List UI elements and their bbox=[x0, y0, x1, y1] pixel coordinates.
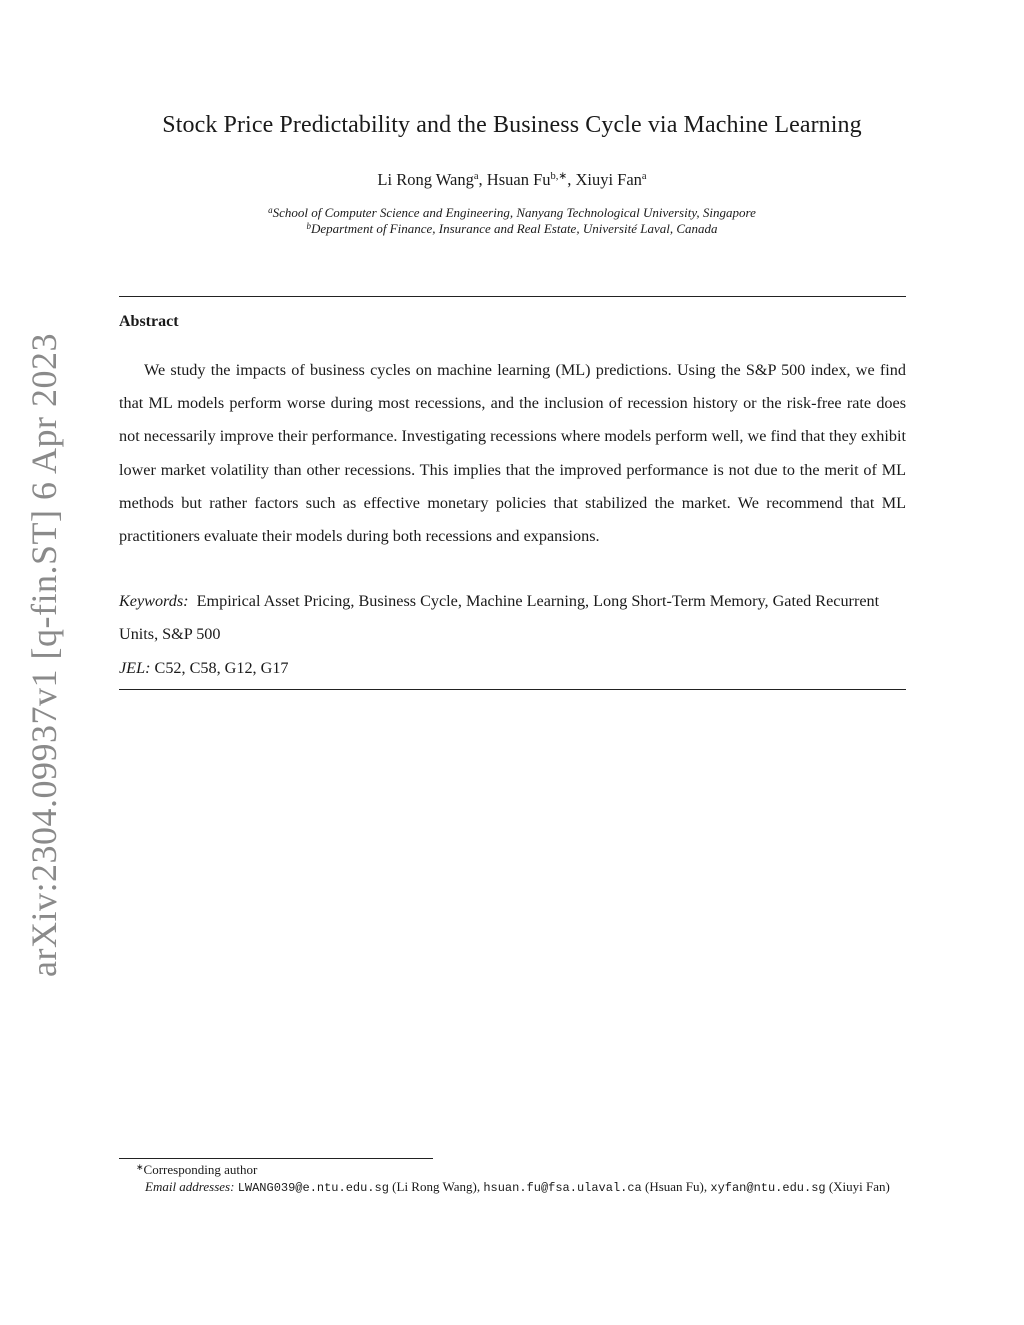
footnote-emails: Email addresses: LWANG039@e.ntu.edu.sg (Li Rong Wang), hsuan.fu@fsa.ulaval.ca (Hsuan Fu), xyfan@ntu.edu.sg (Xiuyi Fan) bbox=[145, 1179, 890, 1195]
affiliation-mark: a bbox=[268, 205, 273, 215]
affiliation-b bbox=[0, 221, 1024, 237]
author-separator: , bbox=[567, 170, 576, 189]
author-separator: , bbox=[478, 170, 487, 189]
footnote-rule bbox=[119, 1158, 433, 1159]
affiliation-text: School of Computer Science and Engineering, Nanyang Technological University, Singapore bbox=[272, 205, 756, 220]
author-name: Li Rong Wang bbox=[377, 170, 474, 189]
author-list bbox=[0, 170, 1024, 190]
author-affiliation-mark: b,∗ bbox=[550, 171, 568, 182]
affiliation-mark: b bbox=[306, 221, 311, 231]
abstract-bottom-rule bbox=[119, 689, 906, 690]
email-owner: (Hsuan Fu) bbox=[645, 1179, 704, 1194]
email-owner: (Xiuyi Fan) bbox=[828, 1179, 890, 1194]
corresponding-mark: ∗ bbox=[136, 1162, 144, 1172]
email-link[interactable]: hsuan.fu@fsa.ulaval.ca bbox=[483, 1181, 642, 1195]
email-link[interactable]: LWANG039@e.ntu.edu.sg bbox=[237, 1181, 389, 1195]
paper-title: Stock Price Predictability and the Business Cycle via Machine Learning bbox=[162, 112, 862, 138]
affiliation-text: Department of Finance, Insurance and Real Estate, Université Laval, Canada bbox=[310, 221, 718, 236]
keywords-label: Keywords: bbox=[119, 592, 189, 610]
abstract-top-rule bbox=[119, 296, 906, 297]
affiliation-a bbox=[0, 205, 1024, 221]
jel-text: C52, C58, G12, G17 bbox=[154, 659, 289, 677]
corresponding-text: Corresponding author bbox=[143, 1162, 258, 1177]
email-label: Email addresses: bbox=[145, 1179, 235, 1194]
author-name: Hsuan Fu bbox=[486, 170, 551, 189]
arxiv-identifier[interactable]: arXiv:2304.09937v1 [q-fin.ST] 6 Apr 2023 bbox=[24, 333, 64, 977]
footnote-corresponding bbox=[119, 1162, 906, 1178]
author-affiliation-mark: a bbox=[473, 171, 479, 182]
email-owner: (Li Rong Wang) bbox=[392, 1179, 477, 1194]
email-link[interactable]: xyfan@ntu.edu.sg bbox=[710, 1181, 826, 1195]
abstract-body: We study the impacts of business cycles on machine learning (ML) predictions. Using the S&P 500 index, we find that ML models perform worse during most recessions, and the inclusion of recession history or the risk-free rate does not necessarily improve their performance. Investigating recessions where models perform well, we find that they exhibit lower market volatility than other recessions. This implies that the improved performance is not due to the merit of ML methods but rather factors such as effective monetary policies that stabilized the market. We recommend that ML practitioners evaluate their models during both recessions and expansions. bbox=[119, 361, 906, 546]
keywords bbox=[119, 585, 906, 651]
author-affiliation-mark: a bbox=[641, 171, 647, 182]
jel-codes bbox=[119, 652, 906, 685]
keywords-text: Empirical Asset Pricing, Business Cycle, Machine Learning, Long Short-Term Memory, Gated Recurrent Units, S&P 500 bbox=[119, 592, 880, 644]
jel-label: JEL: bbox=[119, 659, 151, 677]
author-name: Xiuyi Fan bbox=[575, 170, 642, 189]
abstract-heading: Abstract bbox=[119, 313, 179, 330]
